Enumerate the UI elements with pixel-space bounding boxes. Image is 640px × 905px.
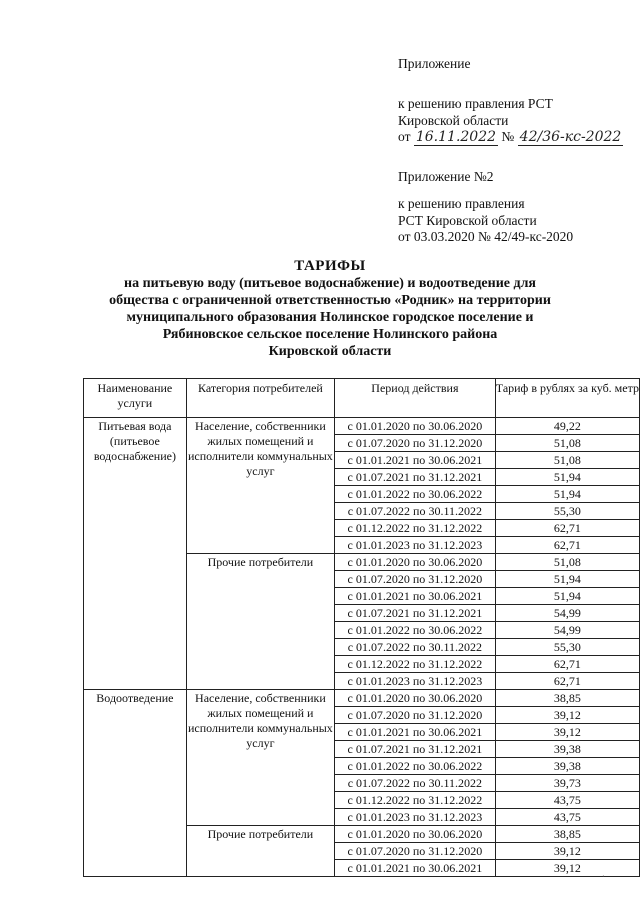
consumer-category-cell <box>186 690 334 826</box>
consumer-category-cell <box>186 554 334 690</box>
period-cell: с 01.07.2022 по 30.11.2022 <box>335 639 496 656</box>
tariff-cell: 54,99 <box>495 605 639 622</box>
period-cell: с 01.01.2021 по 30.06.2021 <box>335 588 496 605</box>
tariff-cell: 51,94 <box>495 469 639 486</box>
table-row <box>84 418 640 435</box>
tariff-cell: 39,38 <box>495 741 639 758</box>
period-cell: с 01.07.2020 по 31.12.2020 <box>335 707 496 724</box>
tariff-cell: 39,12 <box>495 860 639 877</box>
title-line-2: общества с ограниченной ответственностью «Родник» на территории <box>109 293 551 308</box>
period-cell: с 01.01.2023 по 31.12.2023 <box>335 809 496 826</box>
header-tariff: Тариф в рублях за куб. метр <box>495 379 639 418</box>
period-cell: с 01.07.2021 по 31.12.2021 <box>335 741 496 758</box>
service-name-cell <box>84 690 187 877</box>
appendix-decision-line: к решению правления РСТ <box>398 96 553 111</box>
appendix-date-line <box>398 128 623 146</box>
tariff-cell: 62,71 <box>495 537 639 554</box>
period-cell: с 01.07.2022 по 30.11.2022 <box>335 775 496 792</box>
consumer-category: Население, собственники жилых помещений и исполнители коммунальных услуг <box>188 419 333 478</box>
document-title <box>60 258 600 360</box>
period-cell: с 01.07.2020 по 31.12.2020 <box>335 435 496 452</box>
tariff-cell: 43,75 <box>495 792 639 809</box>
tariff-cell: 62,71 <box>495 673 639 690</box>
period-cell: с 01.01.2023 по 31.12.2023 <box>335 537 496 554</box>
tariff-cell: 39,73 <box>495 775 639 792</box>
appendix-number-label: № <box>501 129 515 144</box>
period-cell: с 01.01.2022 по 30.06.2022 <box>335 758 496 775</box>
period-cell: с 01.01.2020 по 30.06.2020 <box>335 554 496 571</box>
handwritten-date: 16.11.2022 <box>415 129 497 145</box>
period-cell: с 01.01.2020 по 30.06.2020 <box>335 826 496 843</box>
appendix-title: Приложение <box>398 56 471 71</box>
tariff-cell: 51,08 <box>495 435 639 452</box>
tariff-cell: 62,71 <box>495 520 639 537</box>
title-line-1: на питьевую воду (питьевое водоснабжение) и водоотведение для <box>124 276 536 291</box>
tariff-cell: 39,12 <box>495 707 639 724</box>
appendix2-decision-line: к решению правления <box>398 196 525 211</box>
consumer-category-cell <box>186 826 334 877</box>
table-row <box>84 690 640 707</box>
tariff-cell: 51,94 <box>495 571 639 588</box>
tariff-table <box>83 378 640 877</box>
tariff-cell: 62,71 <box>495 656 639 673</box>
service-name: Питьевая вода (питьевое водоснабжение) <box>93 419 176 463</box>
period-cell: с 01.01.2022 по 30.06.2022 <box>335 622 496 639</box>
period-cell: с 01.01.2021 по 30.06.2021 <box>335 860 496 877</box>
title-line-3: муниципального образования Нолинское городское поселение и <box>126 310 534 325</box>
appendix2-title: Приложение №2 <box>398 169 494 184</box>
tariff-cell: 54,99 <box>495 622 639 639</box>
tariff-cell: 38,85 <box>495 690 639 707</box>
table-header-row <box>84 379 640 418</box>
consumer-category-cell <box>186 418 334 554</box>
handwritten-number: 42/36-кс-2022 <box>519 129 622 145</box>
appendix-region-line: Кировской области <box>398 113 509 128</box>
period-cell: с 01.07.2022 по 30.11.2022 <box>335 503 496 520</box>
tariff-cell: 51,94 <box>495 588 639 605</box>
tariff-cell: 39,12 <box>495 724 639 741</box>
page-mark: · <box>602 872 605 881</box>
consumer-category: Прочие потребители <box>207 555 314 569</box>
appendix-from-label: от <box>398 129 411 144</box>
tariff-cell: 43,75 <box>495 809 639 826</box>
consumer-category: Население, собственники жилых помещений и исполнители коммунальных услуг <box>188 691 333 750</box>
title-line-4: Рябиновское сельское поселение Нолинского района <box>162 327 498 342</box>
period-cell: с 01.12.2022 по 31.12.2022 <box>335 520 496 537</box>
period-cell: с 01.01.2022 по 30.06.2022 <box>335 486 496 503</box>
header-consumer-category: Категория потребителей <box>186 379 334 418</box>
period-cell: с 01.01.2021 по 30.06.2021 <box>335 724 496 741</box>
tariff-cell: 51,94 <box>495 486 639 503</box>
header-period: Период действия <box>335 379 496 418</box>
appendix2-date-line: от 03.03.2020 № 42/49-кс-2020 <box>398 229 574 244</box>
service-name: Водоотведение <box>96 691 174 705</box>
period-cell: с 01.01.2021 по 30.06.2021 <box>335 452 496 469</box>
title-main: ТАРИФЫ <box>294 258 366 274</box>
title-line-5: Кировской области <box>268 344 392 359</box>
tariff-cell: 55,30 <box>495 639 639 656</box>
period-cell: с 01.12.2022 по 31.12.2022 <box>335 656 496 673</box>
header-service-name: Наименование услуги <box>84 379 187 418</box>
tariff-cell: 38,85 <box>495 826 639 843</box>
tariff-cell: 55,30 <box>495 503 639 520</box>
tariff-cell: 51,08 <box>495 554 639 571</box>
tariff-cell: 39,38 <box>495 758 639 775</box>
period-cell: с 01.01.2020 по 30.06.2020 <box>335 418 496 435</box>
tariff-cell: 51,08 <box>495 452 639 469</box>
consumer-category: Прочие потребители <box>207 827 314 841</box>
tariff-cell: 49,22 <box>495 418 639 435</box>
tariff-cell: 39,12 <box>495 843 639 860</box>
period-cell: с 01.07.2021 по 31.12.2021 <box>335 469 496 486</box>
period-cell: с 01.01.2020 по 30.06.2020 <box>335 690 496 707</box>
appendix2-region-line: РСТ Кировской области <box>398 213 537 228</box>
period-cell: с 01.12.2022 по 31.12.2022 <box>335 792 496 809</box>
tariff-table-body <box>84 418 640 877</box>
service-name-cell <box>84 418 187 690</box>
period-cell: с 01.07.2020 по 31.12.2020 <box>335 571 496 588</box>
period-cell: с 01.01.2023 по 31.12.2023 <box>335 673 496 690</box>
period-cell: с 01.07.2020 по 31.12.2020 <box>335 843 496 860</box>
period-cell: с 01.07.2021 по 31.12.2021 <box>335 605 496 622</box>
